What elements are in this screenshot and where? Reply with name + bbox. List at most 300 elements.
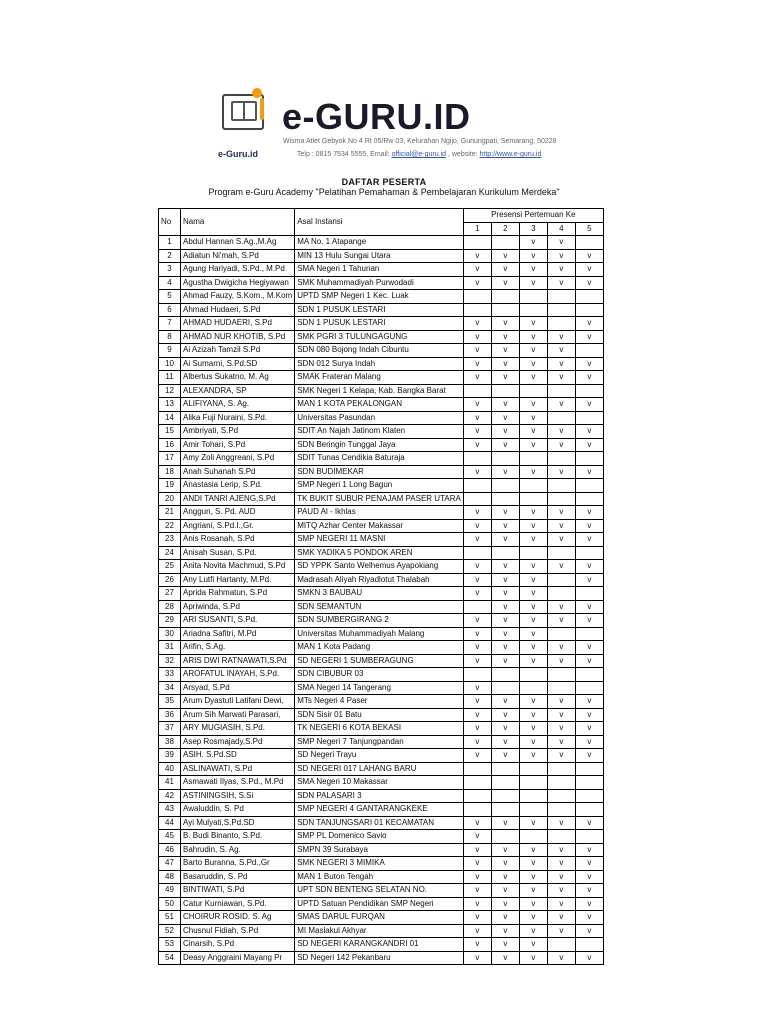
attendance-mark: v [463,263,491,277]
attendance-mark [575,587,603,601]
participant-name: Bahrudin, S. Ag. [181,843,295,857]
row-number: 33 [159,668,181,682]
participant-institution: SDN Beringin Tunggal Jaya [295,438,464,452]
table-row [159,843,604,857]
attendance-mark: v [547,641,575,655]
participant-name: Arum Sih Marwati Parasari, [181,708,295,722]
attendance-mark [575,830,603,844]
attendance-mark: v [519,654,547,668]
row-number: 10 [159,357,181,371]
row-number: 29 [159,614,181,628]
row-number: 41 [159,776,181,790]
attendance-mark: v [491,614,519,628]
attendance-mark [463,492,491,506]
table-row [159,330,604,344]
attendance-mark [519,452,547,466]
attendance-mark [519,776,547,790]
participant-name: Catur Kurniawan, S.Pd. [181,897,295,911]
address: Wisma Atlet Gebyok No 4 Rt 05/Rw 03, Kelurahan Ngijo, Gunungpati, Semarang, 50228 [283,138,557,145]
header-session: 1 [463,222,491,236]
participant-institution: SMP Negeri 1 Long Bagun [295,479,464,493]
participant-institution: UPTD SMP Negeri 1 Kec. Luak [295,290,464,304]
attendance-mark: v [547,816,575,830]
table-row [159,303,604,317]
attendance-mark [491,290,519,304]
attendance-mark: v [575,951,603,965]
attendance-mark: v [463,695,491,709]
attendance-mark: v [519,627,547,641]
attendance-mark [463,600,491,614]
participant-institution: MITQ Azhar Center Makassar [295,519,464,533]
attendance-mark [547,546,575,560]
participant-name: Ambriyati, S.Pd [181,425,295,439]
logo [218,88,270,140]
attendance-mark [491,384,519,398]
participant-name: Agung Hariyadi, S.Pd., M.Pd [181,263,295,277]
participant-institution: Madrasah Aliyah Riyadlotut Thalabah [295,573,464,587]
attendance-mark: v [575,749,603,763]
row-number: 54 [159,951,181,965]
attendance-mark: v [463,870,491,884]
row-number: 47 [159,857,181,871]
row-number: 15 [159,425,181,439]
row-number: 52 [159,924,181,938]
attendance-mark: v [463,938,491,952]
attendance-mark [547,803,575,817]
participant-name: Ahmad Fauzy, S.Kom., M.Kom [181,290,295,304]
contact-mid: , website: [446,151,480,158]
attendance-mark [491,803,519,817]
attendance-mark: v [491,344,519,358]
attendance-mark: v [575,654,603,668]
row-number: 14 [159,411,181,425]
attendance-mark: v [547,911,575,925]
logo-accent-dot [252,88,262,98]
participant-institution: SMAS DARUL FURQAN [295,911,464,925]
attendance-mark: v [575,911,603,925]
email-link[interactable]: official@e-guru.id [391,151,447,158]
table-row [159,452,604,466]
attendance-mark [491,452,519,466]
attendance-mark: v [519,344,547,358]
participant-name: ARI SUSANTI, S.Pd. [181,614,295,628]
participant-name: Amir Tohari, S.Pd [181,438,295,452]
attendance-mark: v [575,573,603,587]
attendance-mark: v [519,816,547,830]
attendance-mark: v [519,560,547,574]
attendance-mark [547,762,575,776]
attendance-mark: v [463,897,491,911]
participant-name: Alika Fuji Nuraini, S.Pd. [181,411,295,425]
attendance-mark: v [547,722,575,736]
row-number: 2 [159,249,181,263]
row-number: 43 [159,803,181,817]
table-row [159,884,604,898]
participant-institution: SDN SUMBERGIRANG 2 [295,614,464,628]
attendance-mark: v [463,681,491,695]
row-number: 45 [159,830,181,844]
participant-institution: MTs Negeri 4 Paser [295,695,464,709]
row-number: 27 [159,587,181,601]
attendance-mark: v [491,843,519,857]
attendance-mark: v [547,735,575,749]
row-number: 26 [159,573,181,587]
attendance-mark [463,290,491,304]
attendance-mark: v [519,749,547,763]
attendance-mark [519,546,547,560]
attendance-mark: v [463,830,491,844]
row-number: 18 [159,465,181,479]
attendance-mark [575,479,603,493]
table-row [159,533,604,547]
table-row [159,263,604,277]
attendance-mark: v [491,924,519,938]
row-number: 24 [159,546,181,560]
table-row [159,357,604,371]
row-number: 1 [159,236,181,250]
attendance-mark [575,776,603,790]
participant-name: Angriani, S.Pd.I.,Gr. [181,519,295,533]
participant-institution: SMP PL Domenico Savio [295,830,464,844]
attendance-rows [159,236,604,965]
attendance-mark: v [491,897,519,911]
attendance-mark: v [547,276,575,290]
participant-institution: Universitas Pasundan [295,411,464,425]
attendance-mark: v [491,533,519,547]
table-row [159,438,604,452]
attendance-mark: v [547,857,575,871]
participant-institution: SDN SEMANTUN [295,600,464,614]
attendance-mark: v [547,614,575,628]
attendance-mark: v [519,371,547,385]
row-number: 22 [159,519,181,533]
participant-institution: SMK YADIKA 5 PONDOK AREN [295,546,464,560]
attendance-mark: v [519,573,547,587]
header-session: 2 [491,222,519,236]
attendance-mark: v [547,695,575,709]
attendance-mark: v [519,951,547,965]
attendance-mark: v [519,411,547,425]
attendance-mark: v [575,600,603,614]
row-number: 32 [159,654,181,668]
contact-prefix: Telp : 0815 7534 5555, Email: [297,151,392,158]
attendance-mark: v [463,425,491,439]
document-title: DAFTAR PESERTA [341,177,427,187]
attendance-mark: v [491,560,519,574]
participant-name: Amy Zoli Anggreani, S.Pd [181,452,295,466]
attendance-mark: v [463,330,491,344]
attendance-mark [547,830,575,844]
attendance-mark: v [519,924,547,938]
attendance-mark: v [491,573,519,587]
brand-name: e-GURU.ID [282,96,471,137]
attendance-mark [575,452,603,466]
attendance-mark [575,546,603,560]
attendance-mark: v [547,560,575,574]
attendance-mark [519,492,547,506]
attendance-mark: v [547,438,575,452]
participant-institution: Universitas Muhammadiyah Malang [295,627,464,641]
attendance-mark [519,681,547,695]
participant-name: Abdul Hannan S.Ag.,M.Ag [181,236,295,250]
participant-institution: SDN TANJUNGSARI 01 KECAMATAN [295,816,464,830]
attendance-mark: v [519,519,547,533]
row-number: 17 [159,452,181,466]
logo-tagline: e-Guru.id [218,149,258,159]
attendance-mark: v [463,465,491,479]
table-row [159,600,604,614]
participant-institution: SMKN 3 BAUBAU [295,587,464,601]
attendance-mark: v [519,276,547,290]
attendance-mark: v [491,411,519,425]
table-row [159,722,604,736]
attendance-mark: v [463,317,491,331]
participant-name: ARIS DWI RATNAWATI,S.Pd [181,654,295,668]
attendance-table [158,208,604,965]
attendance-mark: v [575,263,603,277]
attendance-mark: v [547,330,575,344]
participant-institution: SMAK Frateran Malang [295,371,464,385]
attendance-mark: v [547,249,575,263]
attendance-mark: v [575,614,603,628]
participant-institution: SD YPPK Santo Welhemus Ayapokiang [295,560,464,574]
attendance-mark: v [575,357,603,371]
attendance-mark: v [491,627,519,641]
row-number: 19 [159,479,181,493]
table-row [159,654,604,668]
attendance-mark: v [491,438,519,452]
attendance-mark: v [575,924,603,938]
participant-name: AROFATUL INAYAH, S.Pd. [181,668,295,682]
attendance-mark: v [519,600,547,614]
attendance-mark: v [519,465,547,479]
attendance-mark: v [491,587,519,601]
row-number: 50 [159,897,181,911]
participant-institution: SDN 1 PUSUK LESTARI [295,303,464,317]
participant-name: Agustha Dwigicha Hegiyawan [181,276,295,290]
participant-institution: SMK Negeri 1 Kelapa, Kab. Bangka Barat [295,384,464,398]
attendance-mark [547,938,575,952]
attendance-mark: v [547,533,575,547]
table-row [159,479,604,493]
row-number: 11 [159,371,181,385]
attendance-mark: v [463,857,491,871]
attendance-mark: v [491,695,519,709]
attendance-mark [519,789,547,803]
attendance-mark [491,681,519,695]
attendance-mark: v [519,708,547,722]
attendance-mark: v [491,519,519,533]
row-number: 34 [159,681,181,695]
attendance-mark: v [519,695,547,709]
attendance-mark: v [547,371,575,385]
table-row [159,425,604,439]
row-number: 23 [159,533,181,547]
row-number: 13 [159,398,181,412]
attendance-mark: v [519,884,547,898]
attendance-mark: v [575,276,603,290]
attendance-mark [491,236,519,250]
participant-name: Ayi Mulyati,S.Pd.SD [181,816,295,830]
attendance-mark: v [547,884,575,898]
table-row [159,695,604,709]
attendance-mark: v [491,398,519,412]
participant-name: BINTIWATI, S.Pd [181,884,295,898]
attendance-mark: v [519,438,547,452]
attendance-mark [491,479,519,493]
participant-institution: SDN 012 Surya Indah [295,357,464,371]
header-institution: Asal Instansi [295,209,464,236]
attendance-mark: v [491,911,519,925]
table-row [159,506,604,520]
table-row [159,776,604,790]
participant-name: Ai Azizah Tamzil S.Pd [181,344,295,358]
attendance-mark: v [519,398,547,412]
attendance-mark [547,290,575,304]
attendance-mark: v [463,249,491,263]
attendance-mark: v [491,951,519,965]
participant-name: Arum Dyastuti Latifani Dewi, [181,695,295,709]
row-number: 6 [159,303,181,317]
table-row [159,951,604,965]
row-number: 21 [159,506,181,520]
row-number: 37 [159,722,181,736]
participant-name: ALIFIYANA, S. Ag. [181,398,295,412]
attendance-mark: v [519,897,547,911]
attendance-mark: v [519,843,547,857]
table-row [159,560,604,574]
attendance-mark: v [575,533,603,547]
row-number: 7 [159,317,181,331]
table-row [159,641,604,655]
website-link[interactable]: http://www.e-guru.id [479,151,542,158]
attendance-mark: v [491,857,519,871]
participant-name: Asep Rosmajady,S.Pd [181,735,295,749]
attendance-mark: v [575,735,603,749]
attendance-mark: v [463,411,491,425]
attendance-mark: v [575,641,603,655]
row-number: 48 [159,870,181,884]
table-row [159,371,604,385]
header-name: Nama [181,209,295,236]
attendance-mark [463,546,491,560]
attendance-mark [491,762,519,776]
table-row [159,897,604,911]
participant-institution: SDN CIBUBUR 03 [295,668,464,682]
row-number: 3 [159,263,181,277]
participant-institution: UPT SDN BENTENG SELATAN NO. [295,884,464,898]
attendance-mark: v [547,843,575,857]
attendance-mark: v [463,533,491,547]
participant-name: Awaluddin, S. Pd [181,803,295,817]
attendance-mark [519,479,547,493]
attendance-mark: v [491,708,519,722]
participant-institution: SMP NEGERI 4 GANTARANGKEKE [295,803,464,817]
attendance-mark [547,627,575,641]
attendance-mark: v [519,263,547,277]
document-subtitle: Program e-Guru Academy "Pelatihan Pemahaman & Pembelajaran Kurikulum Merdeka" [208,187,560,197]
participant-name: Any Lutfi Hartanty, M.Pd. [181,573,295,587]
attendance-mark: v [491,371,519,385]
logo-accent-bar [260,98,264,120]
participant-name: ASLINAWATI, S.Pd [181,762,295,776]
attendance-mark [547,789,575,803]
attendance-mark: v [463,371,491,385]
attendance-mark [547,668,575,682]
attendance-mark: v [575,816,603,830]
participant-institution: MAN 1 KOTA PEKALONGAN [295,398,464,412]
attendance-mark: v [463,735,491,749]
table-row [159,762,604,776]
attendance-mark [519,303,547,317]
attendance-mark [575,668,603,682]
attendance-mark: v [547,344,575,358]
attendance-mark: v [519,236,547,250]
book-lightbulb-icon [222,94,264,130]
attendance-mark: v [519,938,547,952]
table-row [159,816,604,830]
participant-name: Chusnul Fidiah, S.Pd [181,924,295,938]
table-row [159,492,604,506]
attendance-mark: v [463,722,491,736]
attendance-mark: v [547,924,575,938]
participant-institution: SDN Sisir 01 Batu [295,708,464,722]
attendance-mark: v [463,843,491,857]
participant-name: Anastasia Lerip, S.Pd. [181,479,295,493]
attendance-mark: v [547,600,575,614]
attendance-mark: v [575,843,603,857]
attendance-mark: v [491,506,519,520]
attendance-mark: v [463,749,491,763]
attendance-mark: v [575,425,603,439]
attendance-mark: v [519,857,547,871]
attendance-mark [519,830,547,844]
row-number: 42 [159,789,181,803]
participant-institution: SD NEGERI KARANGKANDRI 01 [295,938,464,952]
table-row [159,398,604,412]
attendance-mark [463,803,491,817]
participant-institution: SMA Negeri 10 Makassar [295,776,464,790]
attendance-mark: v [575,249,603,263]
attendance-mark: v [575,465,603,479]
attendance-mark [575,384,603,398]
participant-name: Adiatun Ni'mah, S.Pd [181,249,295,263]
table-row [159,627,604,641]
participant-institution: MA No. 1 Atapange [295,236,464,250]
attendance-mark: v [463,654,491,668]
table-row [159,587,604,601]
attendance-mark: v [575,317,603,331]
participant-name: Ahmad Hudaeri, S.Pd [181,303,295,317]
row-number: 51 [159,911,181,925]
table-row [159,911,604,925]
attendance-mark: v [519,330,547,344]
attendance-mark: v [491,276,519,290]
participant-institution: MIN 13 Hulu Sungai Utara [295,249,464,263]
table-row [159,708,604,722]
attendance-mark: v [575,438,603,452]
attendance-mark [575,236,603,250]
attendance-mark [463,762,491,776]
attendance-mark: v [575,870,603,884]
participant-name: CHOIRUR ROSID. S. Ag [181,911,295,925]
attendance-mark [575,789,603,803]
attendance-mark [463,668,491,682]
attendance-mark [575,938,603,952]
attendance-mark: v [463,344,491,358]
table-row [159,290,604,304]
participant-name: ANDI TANRI AJENG,S.Pd [181,492,295,506]
